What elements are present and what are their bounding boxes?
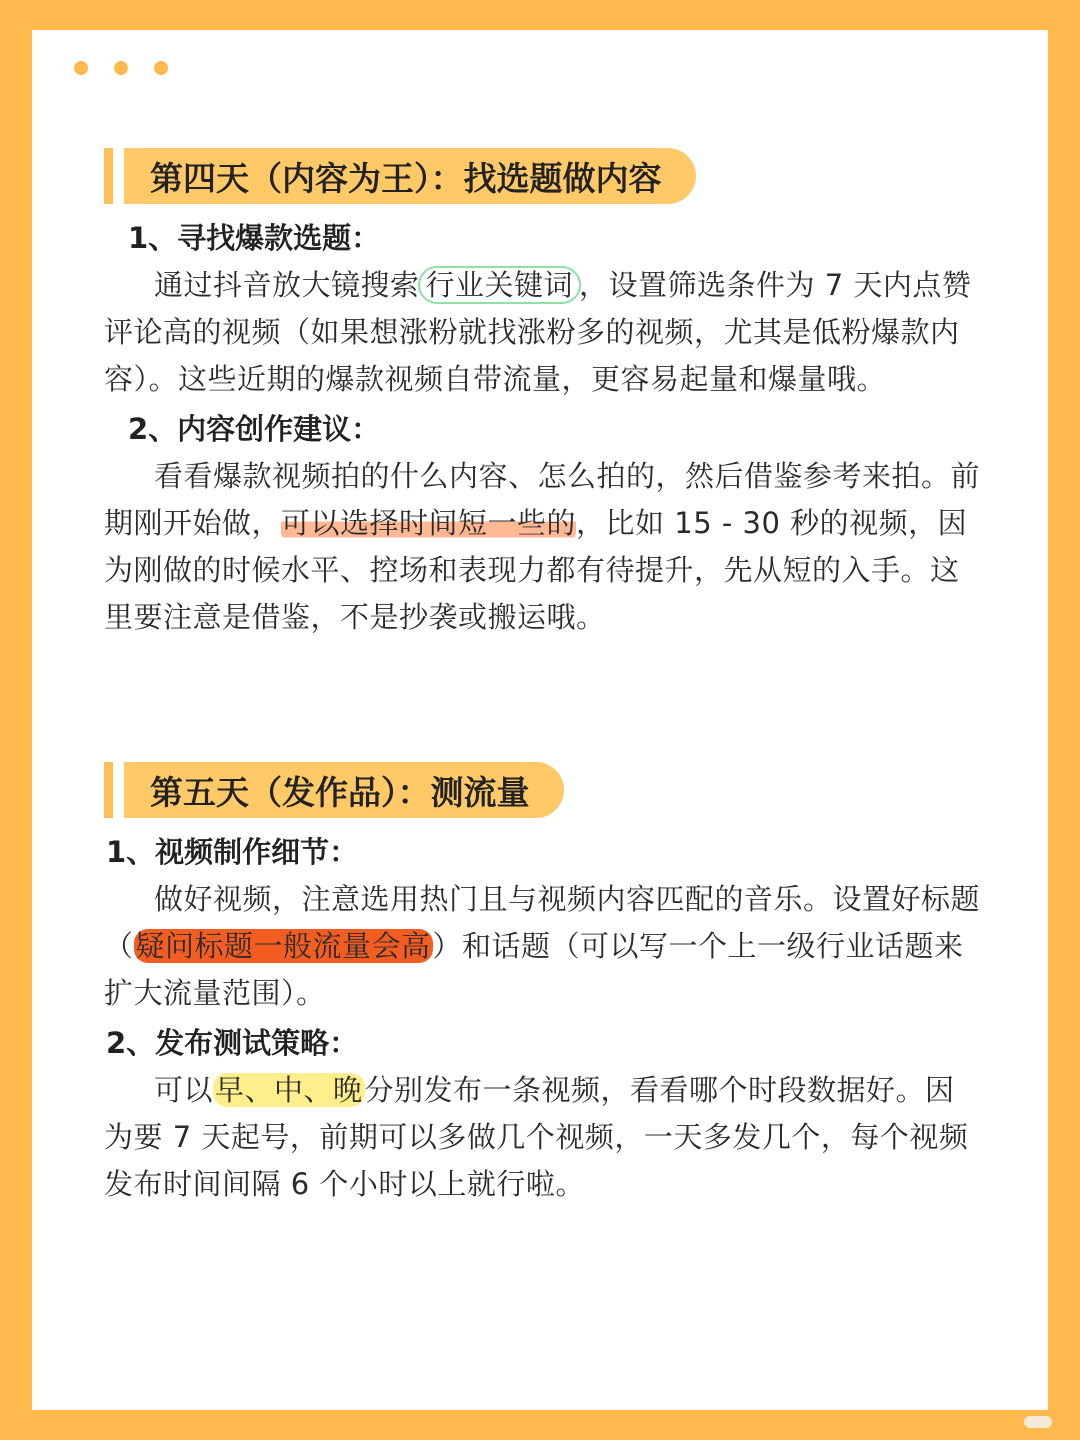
text-segment: 分别发布一条视频，看看哪个时段数据好。因为要 7 天起号，前期可以多做几个视频，一天多发几个，每个视频发布时间间隔 6 个小时以上就行啦。: [104, 1073, 969, 1201]
subheading-creation-tips: 2、内容创作建议：: [128, 412, 381, 446]
paragraph-creation-tips: [104, 453, 984, 641]
text-segment: 做好视频，注意选用热门且与视频内容匹配的音乐。设置好标题（: [104, 882, 981, 963]
section-title-block: [104, 148, 984, 204]
section-title: 第五天（发作品）：测流量: [124, 762, 564, 818]
subheading-video-details: 1、视频制作细节：: [106, 835, 359, 869]
section-day5: [104, 762, 984, 1208]
corner-mark: [1024, 1416, 1052, 1428]
subheading-find-topics: 1、寻找爆款选题：: [128, 221, 381, 255]
window-dots: [74, 61, 168, 75]
highlight-short-video: 可以选择时间短一些的: [281, 506, 577, 540]
subheading-publish-strategy: 2、发布测试策略：: [106, 1026, 359, 1060]
highlight-keyword-circle: 行业关键词: [418, 266, 582, 304]
highlight-time-slots: 早、中、晚: [215, 1073, 363, 1107]
text-segment: ）和话题（可以写一个上一级行业话题来扩大流量范围）。: [104, 929, 964, 1010]
paragraph-publish-strategy: [104, 1067, 984, 1208]
dot-1: [74, 61, 88, 75]
dot-3: [154, 61, 168, 75]
section-day4: [104, 148, 984, 641]
section-title: 第四天（内容为王）：找选题做内容: [124, 148, 696, 204]
highlight-question-title: 疑问标题一般流量会高: [135, 929, 431, 963]
paragraph-find-topics: [104, 262, 984, 403]
dot-2: [114, 61, 128, 75]
text-segment: 通过抖音放大镜搜索: [154, 268, 420, 302]
section-title-block: [104, 762, 984, 818]
paragraph-video-details: [104, 876, 984, 1017]
text-segment: ，比如 15 - 30 秒的视频，因为刚做的时候水平、控场和表现力都有待提升，先从短的入手。这里要注意是借鉴，不是抄袭或搬运哦。: [104, 506, 968, 634]
text-segment: 可以: [154, 1073, 214, 1107]
text-segment: ，设置筛选条件为 7 天内点赞评论高的视频（如果想涨粉就找涨粉多的视频，尤其是低粉爆款内容）。这些近期的爆款视频自带流量，更容易起量和爆量哦。: [104, 268, 972, 396]
title-accent-bar: [104, 762, 113, 818]
title-accent-bar: [104, 148, 113, 204]
text-segment: 看看爆款视频拍的什么内容、怎么拍的，然后借鉴参考来拍。前期刚开始做，: [104, 459, 981, 540]
